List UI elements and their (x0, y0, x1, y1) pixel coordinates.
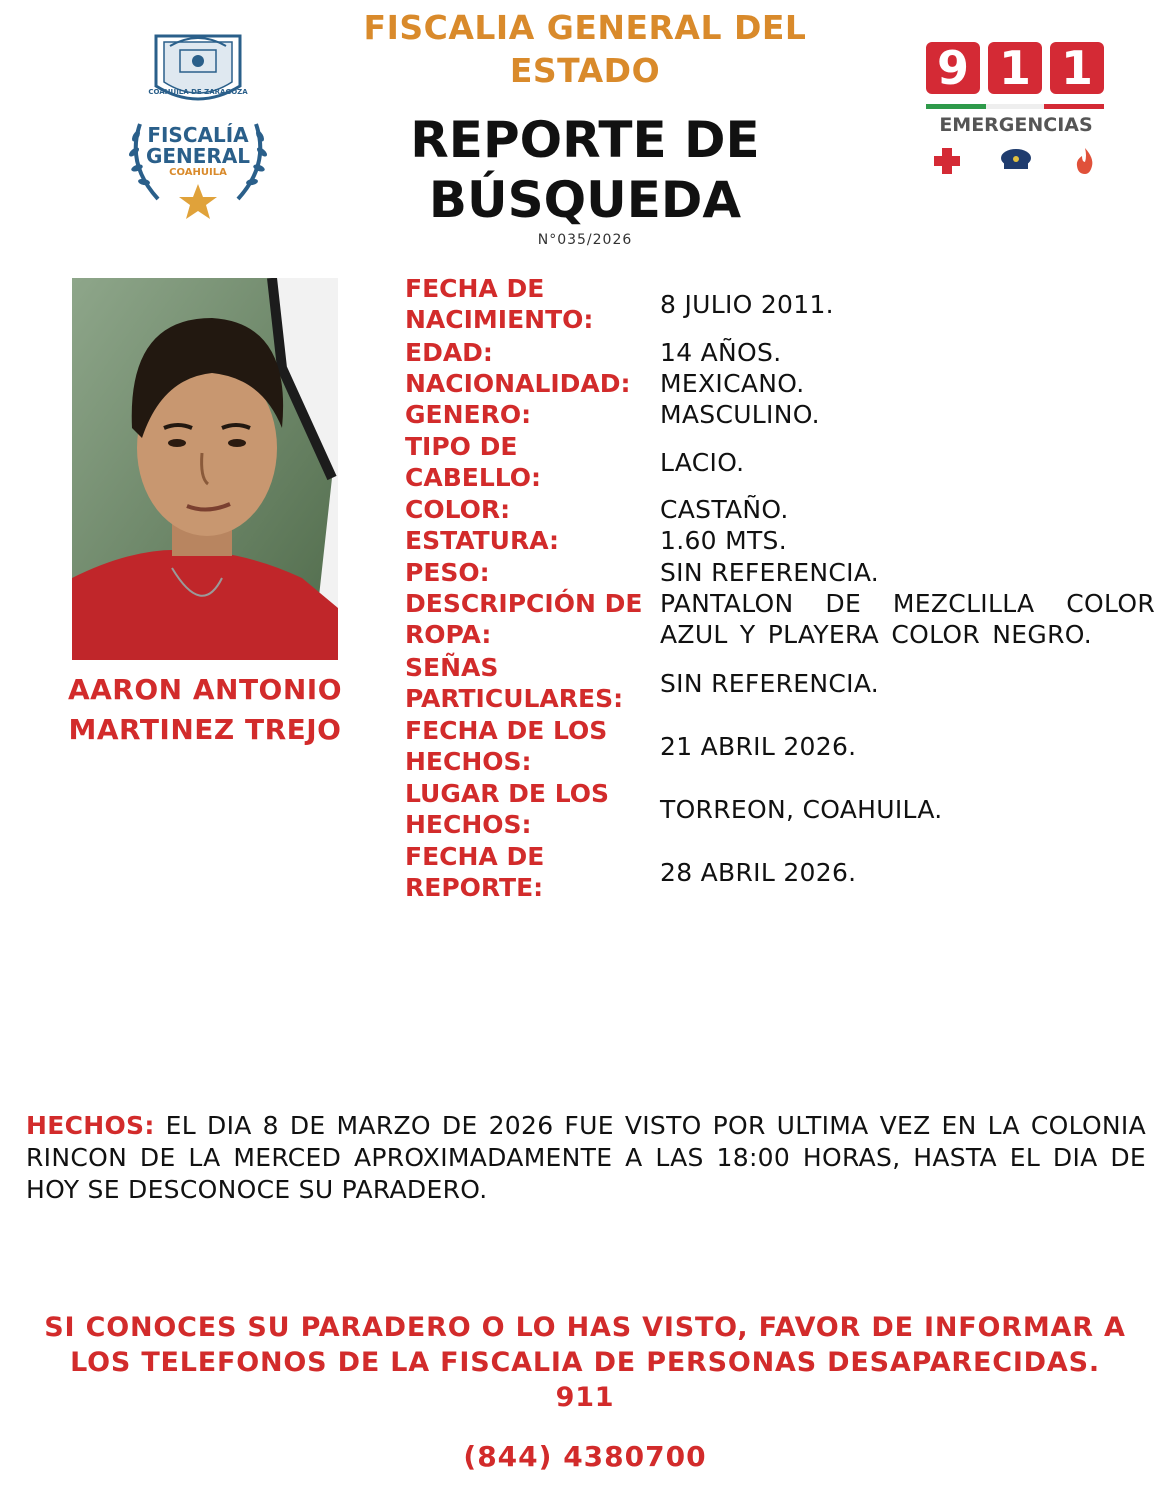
seal-text-line-3: COAHUILA (169, 167, 227, 178)
value-age: 14 AÑOS. (660, 338, 782, 367)
appeal-line-2: LOS TELEFONOS DE LA FISCALIA DE PERSONAS DESAPARECIDAS. (70, 1347, 1100, 1378)
emergencias-label: EMERGENCIAS (939, 114, 1093, 136)
label-report-date: FECHA DE REPORTE: (405, 842, 545, 902)
911-emergencias-logo (920, 38, 1112, 188)
value-nationality: MEXICANO. (660, 369, 805, 398)
seal-text-line-1: FISCALÍA (147, 123, 249, 147)
facts-label: HECHOS: (26, 1111, 155, 1140)
label-hair-type: TIPO DE CABELLO: (405, 432, 542, 492)
fiscalia-coahuila-seal-icon (108, 24, 288, 224)
police-cap-icon (998, 148, 1034, 174)
value-height: 1.60 MTS. (660, 526, 787, 555)
value-hair-color: CASTAÑO. (660, 495, 789, 524)
label-age: EDAD: (405, 338, 493, 367)
medical-cross-icon (932, 146, 962, 176)
label-clothing: DESCRIPCIÓN DE ROPA: (405, 589, 643, 649)
agency-line-2: ESTADO (509, 51, 661, 90)
label-height: ESTATURA: (405, 526, 560, 555)
title-line-1: REPORTE DE (410, 111, 760, 169)
facts-text: EL DIA 8 DE MARZO DE 2026 FUE VISTO POR ULTIMA VEZ EN LA COLONIA RINCON DE LA MERCED APROXIMADAMENTE A LAS 18:00 HORAS, HASTA EL DIA DE HOY SE DESCONOCE SU PARADERO. (26, 1111, 1147, 1204)
value-report-date: 28 ABRIL 2026. (660, 858, 857, 887)
person-name-line-1: AARON ANTONIO (67, 673, 343, 706)
person-name (40, 670, 370, 750)
value-gender: MASCULINO. (660, 400, 820, 429)
value-hair-type: LACIO. (660, 448, 745, 477)
appeal-line-1: SI CONOCES SU PARADERO O LO HAS VISTO, FAVOR DE INFORMAR A (44, 1312, 1126, 1343)
agency-heading (300, 6, 870, 92)
label-weight: PESO: (405, 558, 490, 587)
contact-phone[interactable]: (844) 4380700 (463, 1440, 707, 1473)
label-marks: SEÑAS PARTICULARES: (405, 653, 624, 713)
missing-person-photo (72, 278, 338, 660)
label-event-place: LUGAR DE LOS HECHOS: (405, 779, 609, 839)
value-event-date: 21 ABRIL 2026. (660, 732, 857, 761)
seal-text-line-2: GENERAL (145, 144, 251, 168)
digit-2: 1 (998, 41, 1031, 95)
label-birth-date: FECHA DE NACIMIENTO: (405, 274, 594, 334)
digit-3: 1 (1060, 41, 1093, 95)
value-birth-date: 8 JULIO 2011. (660, 290, 834, 319)
photo-graphic (72, 278, 338, 660)
seal-ribbon-text: COAHUILA DE ZARAGOZA (148, 88, 248, 96)
label-nationality: NACIONALIDAD: (405, 369, 631, 398)
label-hair-color: COLOR: (405, 495, 511, 524)
value-marks: SIN REFERENCIA. (660, 669, 880, 698)
report-number: N°035/2026 (537, 232, 633, 248)
fire-icon (1070, 146, 1100, 176)
value-clothing: PANTALON DE MEZCLILLA COLOR AZUL Y PLAYERA COLOR NEGRO. (660, 589, 1155, 649)
title-line-2: BÚSQUEDA (428, 171, 742, 229)
facts-paragraph (26, 1110, 1146, 1206)
digit-1: 9 (936, 41, 969, 95)
person-name-line-2: MARTINEZ TREJO (68, 713, 342, 746)
appeal-emergency-number: 911 (555, 1382, 615, 1413)
appeal-text (30, 1310, 1140, 1415)
label-gender: GENERO: (405, 400, 532, 429)
page-title (300, 110, 870, 230)
agency-line-1: FISCALIA GENERAL DEL (363, 8, 807, 47)
value-weight: SIN REFERENCIA. (660, 558, 880, 587)
value-event-place: TORREON, COAHUILA. (660, 795, 943, 824)
label-event-date: FECHA DE LOS HECHOS: (405, 716, 608, 776)
flag-stripe (926, 104, 1104, 109)
